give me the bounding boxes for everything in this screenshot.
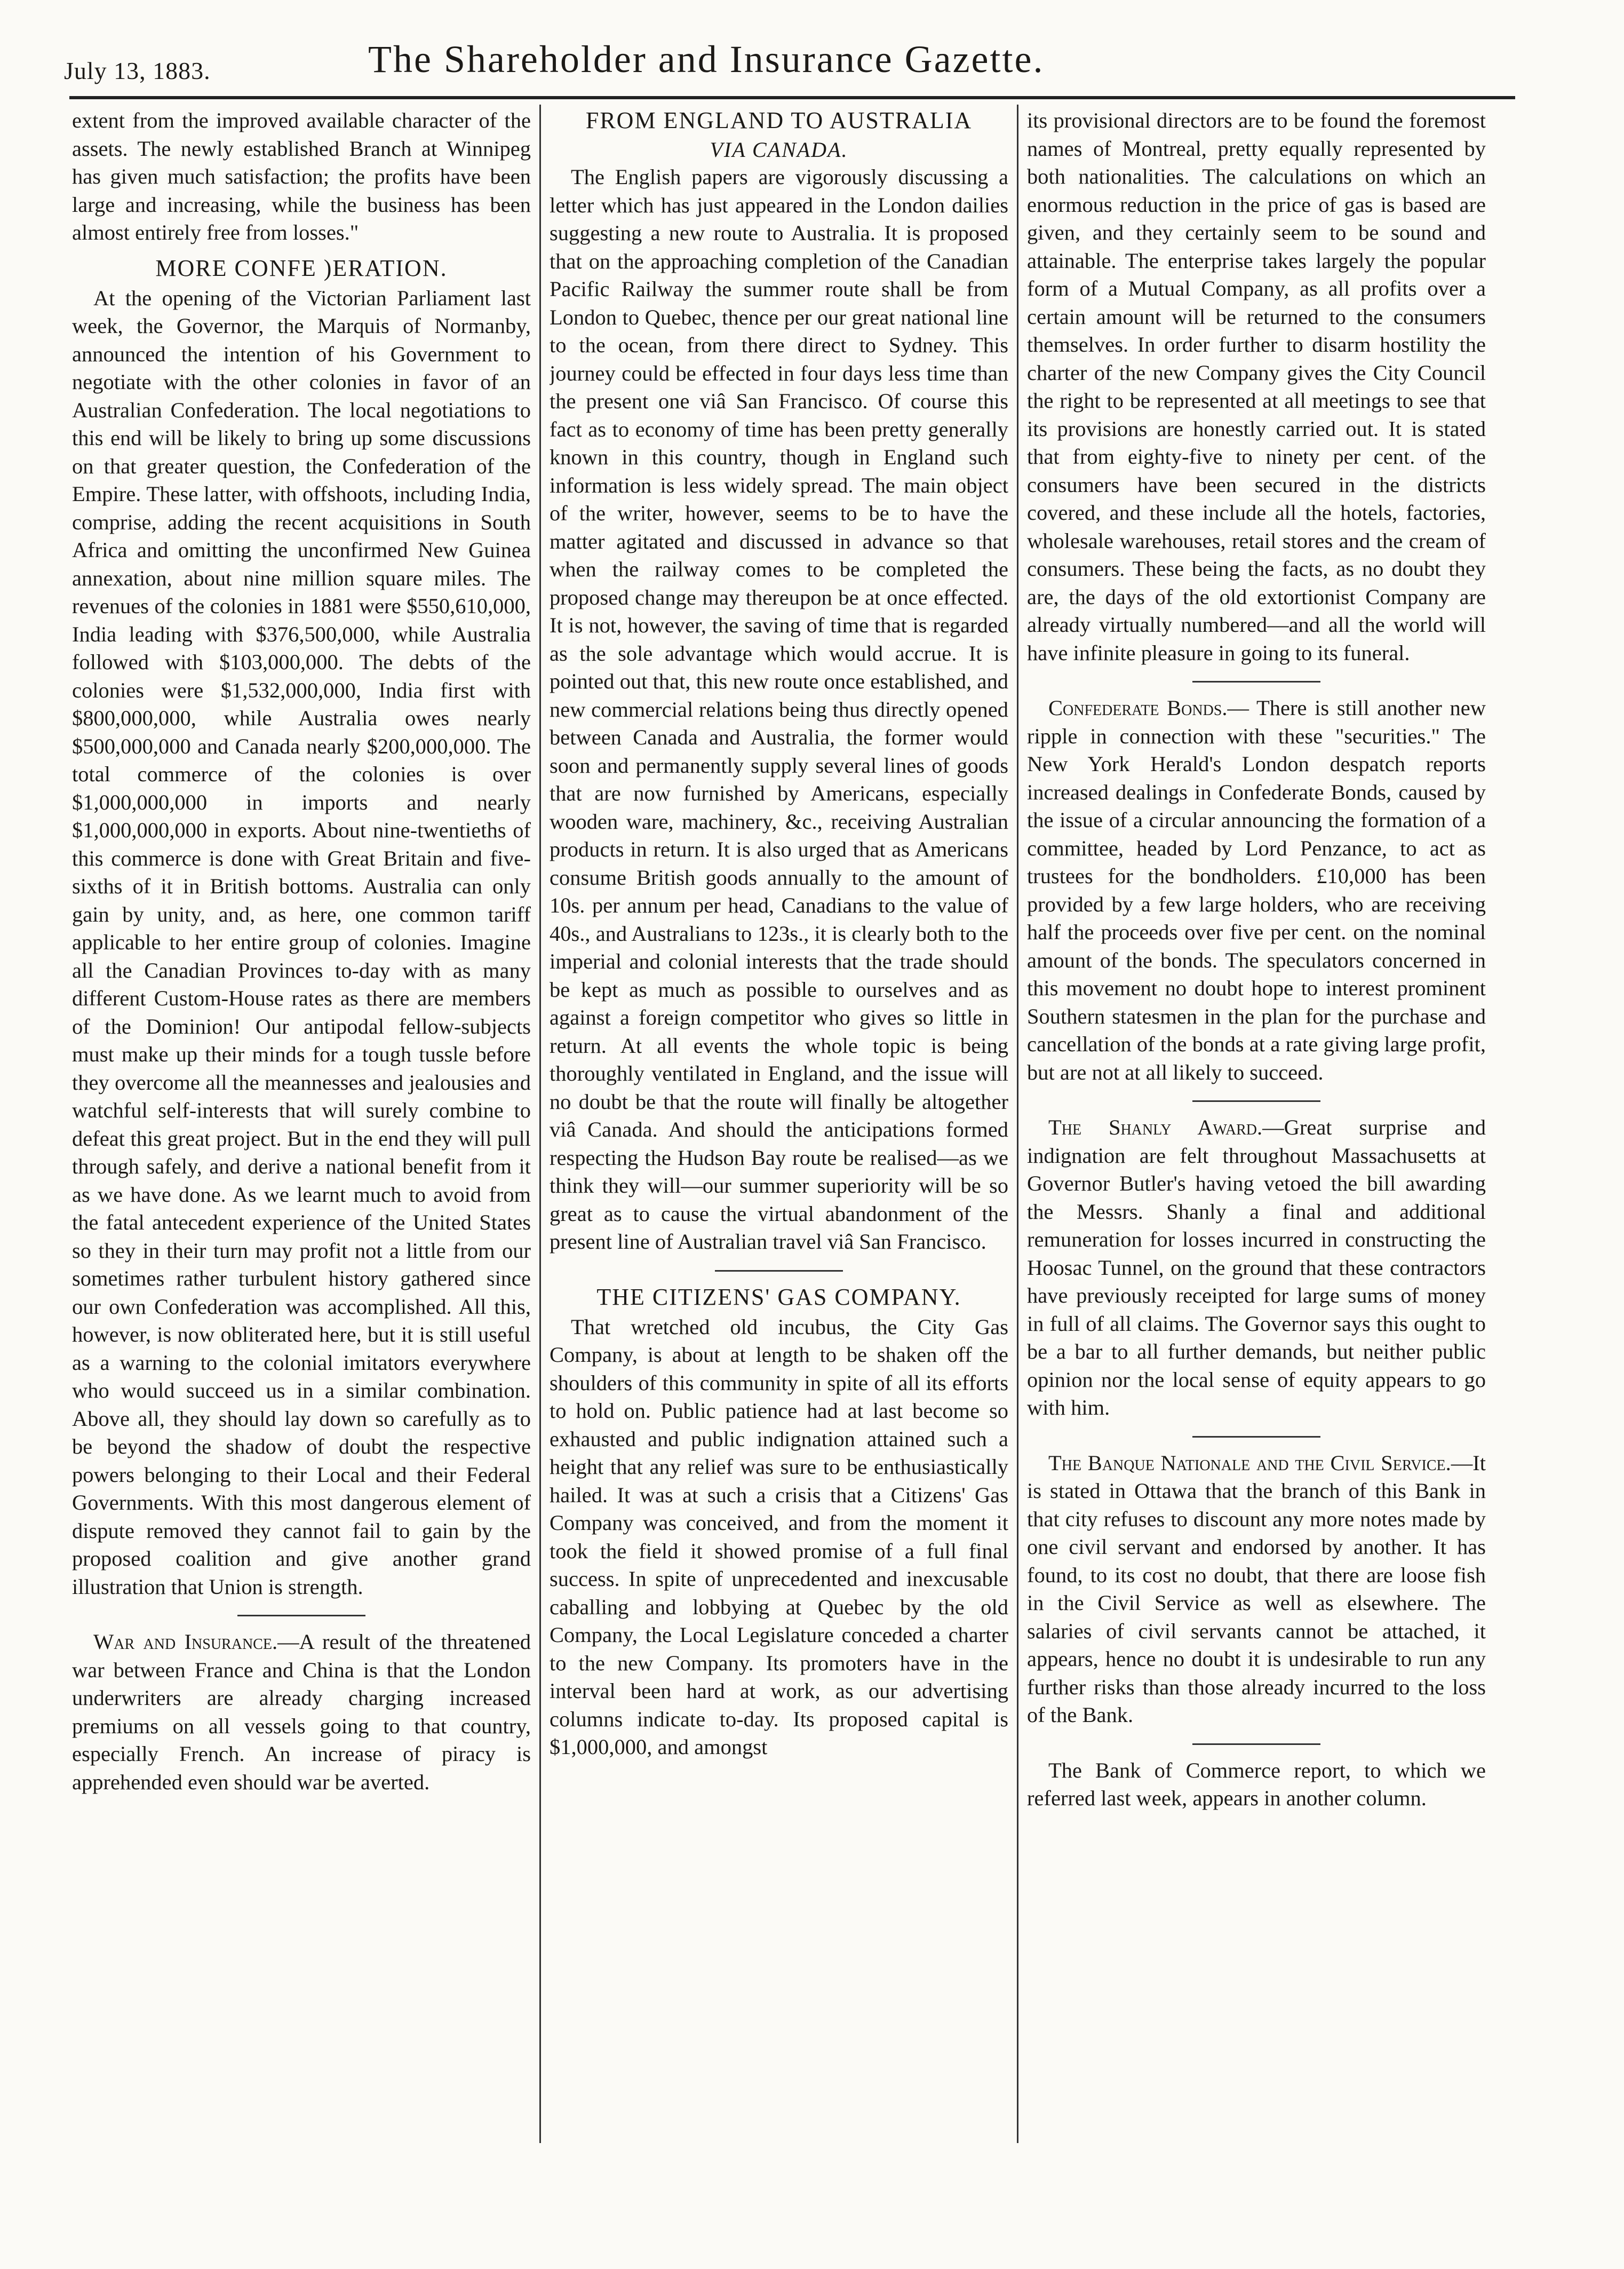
column-divider-2	[1017, 105, 1018, 2143]
column-divider-1	[539, 105, 541, 2143]
shanly-body: —Great surprise and indignation are felt throughout Massachusetts at Governor Butler's having vetoed the bill awarding the Messrs. Shanly a final and additional remuneration for losses incurred in constructing the Hoosac Tunnel, on the ground that these contractors have previously receipted for large sums of money in full of all claims. The Governor says this ought to be a bar to all further demands, but neither public opinion nor the local sense of equity appears to go with him.	[1027, 1115, 1486, 1419]
article-heading-gas: THE CITIZENS' GAS COMPANY.	[596, 1283, 961, 1310]
continued-paragraph: extent from the improved available character of the assets. The newly established Branch at Winnipeg has given much satisfaction; the profits have been large and increasing, while the business has been almost entirely free from losses."	[72, 108, 531, 244]
header-rule	[69, 96, 1515, 99]
shanly-lead: The Shanly Award.	[1048, 1115, 1263, 1139]
route-paragraph: The English papers are vigorously discussing a letter which has just appeared in the London dailies suggesting a new route to Australia. It is proposed that on the approaching completion of the Canadian Pacific Railway the summer route shall be from London to Quebec, thence per our great national line to the ocean, from there direct to Sydney. This journey could be effected in four days less time than the present one viâ San Francisco. Of course this fact as to economy of time has been pretty generally known in this country, though in England such information is less widely spread. The main object of the writer, however, seems to be to have the matter agitated and discussed in advance so that when the railway comes to be completed the proposed change may thereupon be at once effected. It is not, however, the saving of time that is regarded as the sole advantage which would accrue. It is pointed out that, this new route once established, and new commercial relations being thus directly opened between Canada and Australia, the former would soon and permanently supply several lines of goods that are now furnished by Americans, especially wooden ware, machinery, &c., receiving Australian products in return. It is also urged that as Americans consume British goods annually to the amount of 10s. per annum per head, Canadians to the value of 40s., and Australians to 123s., it is clearly both to the imperial and colonial interests that the trade should be kept as much as possible to ourselves and as against a foreign competitor who gives so little in return. At all events the whole topic is being thoroughly ventilated in England, and the issue will no doubt be that the route will finally be altogether viâ Canada. And should the anticipations formed respecting the Hudson Bay route be realised—as we think they will—our summer superiority will be so great as to cause the virtual abandonment of the present line of Australian travel viâ San Francisco.	[550, 165, 1008, 1253]
section-separator	[1192, 1100, 1320, 1102]
gas-continued-paragraph: its provisional directors are to be found the foremost names of Montreal, pretty equally represented by both nationalities. The calculations on which an enormous reduction in the price of gas is based are given, and they certainly seem to be sound and attainable. The enterprise takes largely the popular form of a Mutual Company, as all profits over a certain amount will be returned to the consumers themselves. In order further to disarm hostility the charter of the new Company gives the City Council the right to be represented at all meetings to see that its provisions are honestly carried out. It is stated that from eighty-five to ninety per cent. of the consumers have been secured in the districts covered, and these include all the hotels, factories, wholesale warehouses, retail stores and the cream of consumers. These being the facts, as no doubt they are, the days of the old extortionist Company are already virtually numbered—and all the world will have infinite pleasure in going to its funeral.	[1027, 108, 1486, 665]
column-1	[72, 107, 531, 2135]
issue-date: July 13, 1883.	[64, 57, 211, 84]
section-separator	[237, 1615, 365, 1616]
article-subheading-route: VIA CANADA.	[710, 138, 848, 162]
war-insurance-lead: War and Insurance.	[93, 1630, 278, 1654]
column-2	[550, 107, 1008, 2135]
banque-lead: The Banque Nationale and the Civil Service.	[1048, 1450, 1451, 1475]
war-insurance-paragraph	[72, 1628, 531, 1796]
banque-paragraph	[1027, 1449, 1486, 1729]
confederation-paragraph: At the opening of the Victorian Parliament last week, the Governor, the Marquis of Normanby, announced the intention of his Government to negotiate with the other colonies in favor of an Australian Confederation. The local negotiations to this end will be likely to bring up some discussions on that greater question, the Confederation of the Empire. These latter, with offshoots, including India, comprise, adding the recent acquisitions in South Africa and omitting the unconfirmed New Guinea annexation, about nine million square miles. The revenues of the colonies in 1881 were $550,610,000, India leading with $376,500,000, while Australia followed with $103,000,000. The debts of the colonies were $1,532,000,000, India first with $800,000,000, while Australia owes nearly $500,000,000 and Canada nearly $200,000,000. The total commerce of the colonies is over $1,000,000,000 in imports and nearly $1,000,000,000 in exports. About nine-twentieths of this commerce is done with Great Britain and five-sixths of it in British bottoms. Australia can only gain by unity, and, as here, one common tariff applicable to her entire group of colonies. Imagine all the Canadian Provinces to-day with as many different Custom-House rates as there are members of the Dominion! Our antipodal fellow-subjects must make up their minds for a tough tussle before they overcome all the meannesses and jealousies and watchful self-interests that will surely combine to defeat this great project. But in the end they will pull through safely, and derive a national benefit from it as we have done. As we learnt much to avoid from the fatal antecedent experience of the United States so they in their turn may profit not a little from our sometimes rather turbulent history gathered since our own Confederation was accomplished. All this, however, is now obliterated here, but it is still useful as a warning to the colonial imitators everywhere who would succeed us in a similar combination. Above all, they should lay down so carefully as to be beyond the shadow of doubt the respective powers belonging to their Local and their Federal Governments. With this most dangerous element of dispute removed they cannot fail to gain by the proposed coalition and give another grand illustration that Union is strength.	[72, 285, 531, 1599]
section-separator	[1192, 1436, 1320, 1438]
bonds-paragraph	[1027, 694, 1486, 1086]
bonds-lead: Confederate Bonds.	[1048, 696, 1228, 720]
section-separator	[715, 1270, 843, 1272]
war-insurance-body: —A result of the threatened war between France and China is that the London underwriters are already charging increased premiums on all vessels going to that country, especially French. An increase of piracy is apprehended even should war be averted.	[72, 1630, 531, 1794]
commerce-paragraph: The Bank of Commerce report, to which we referred last week, appears in another column.	[1027, 1758, 1486, 1810]
banque-body: —It is stated in Ottawa that the branch of this Bank in that city refuses to discount any more notes made by one civil servant and endorsed by another. It has found, to its cost no doubt, that there are loose fish in the Civil Service as well as elsewhere. The salaries of civil servants cannot be attached, it appears, hence no doubt it is undesirable to run any further risks than those already incurred to the loss of the Bank.	[1027, 1450, 1486, 1727]
masthead-title: The Shareholder and Insurance Gazette.	[368, 38, 1045, 81]
column-3	[1027, 107, 1486, 2135]
article-heading-route: FROM ENGLAND TO AUSTRALIA	[585, 107, 973, 133]
gas-paragraph: That wretched old incubus, the City Gas Company, is about at length to be shaken off the shoulders of this community in spite of all its efforts to hold on. Public patience had at last become so exhausted and public indignation attained such a height that any relief was sure to be enthusiastically hailed. It was at such a crisis that a Citizens' Gas Company was conceived, and from the moment it took the field it showed promise of a full final success. In spite of unprecedented and inexcusable caballing and lobbying at Quebec by the old Company, the Local Legislature conceded a charter to the new Company. Its promoters have in the interval been hard at work, as our advertising columns indicate to-day. Its proposed capital is $1,000,000, and amongst	[550, 1314, 1008, 1759]
page-header	[64, 37, 1515, 91]
article-heading-confederation: MORE CONFE )ERATION.	[155, 255, 448, 281]
section-separator	[1192, 681, 1320, 683]
bonds-body: — There is still another new ripple in connection with these "securities." The New York Herald's London despatch reports increased dealings in Confederate Bonds, caused by the issue of a circular announcing the formation of a committee, headed by Lord Penzance, to act as trustees for the bondholders. £10,000 has been provided by a few large holders, who are receiving half the proceeds over five per cent. on the nominal amount of the bonds. The speculators concerned in this movement no doubt hope to interest prominent Southern statesmen in the plan for the purchase and cancellation of the bonds at a rate giving large profit, but are not at all likely to succeed.	[1027, 696, 1486, 1084]
shanly-paragraph	[1027, 1114, 1486, 1422]
section-separator	[1192, 1743, 1320, 1745]
